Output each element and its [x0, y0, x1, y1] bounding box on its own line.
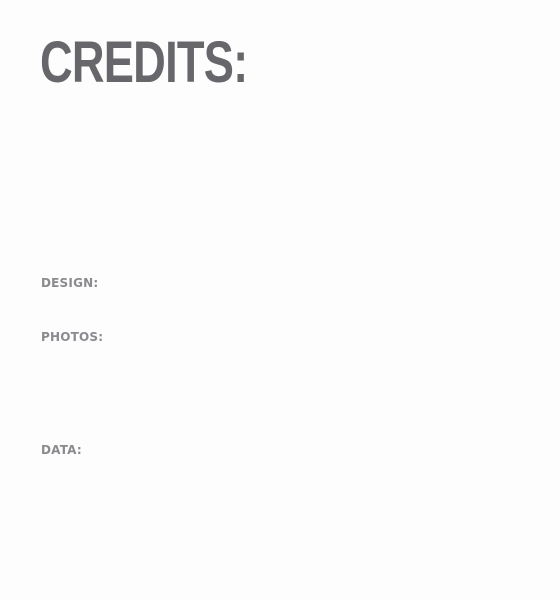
- credits-title: CREDITS:: [40, 30, 248, 95]
- design-credit-label: DESIGN:: [41, 276, 99, 290]
- photos-credit-label: PHOTOS:: [41, 330, 104, 344]
- data-credit-label: DATA:: [41, 443, 82, 457]
